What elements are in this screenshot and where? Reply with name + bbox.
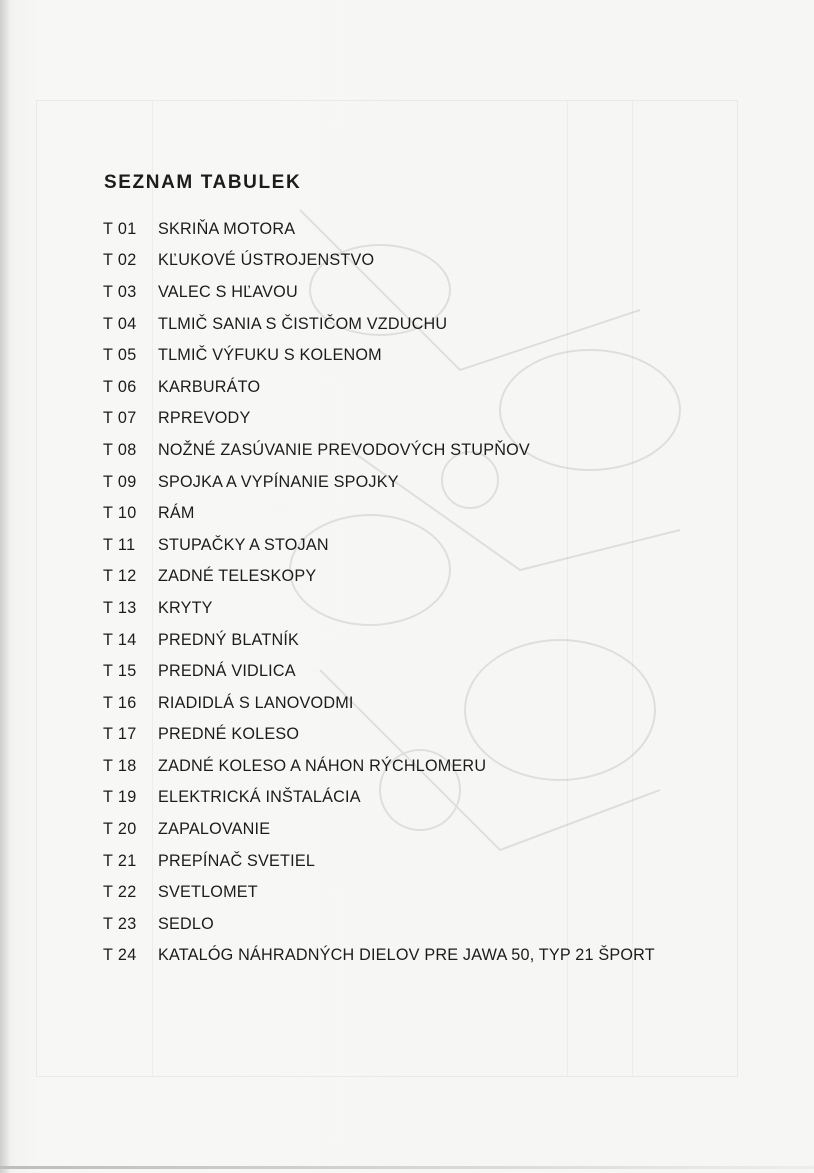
table-code: T 08 [103,440,137,459]
scan-edge [0,1166,814,1169]
list-item [103,592,743,624]
list-item [103,371,743,403]
table-code: T 23 [103,914,137,933]
table-title: SEDLO [158,914,214,933]
table-title: SVETLOMET [158,883,258,902]
list-item [103,308,743,340]
table-code: T 14 [103,630,137,649]
table-title: RPREVODY [158,409,251,428]
list-item [103,655,743,687]
list-item [103,497,743,529]
list-item [103,561,743,593]
list-item [103,782,743,814]
list-item [103,687,743,719]
list-item [103,845,743,877]
list-item [103,466,743,498]
table-code: T 18 [103,756,137,775]
table-title: SPOJKA A VYPÍNANIE SPOJKY [158,472,399,491]
table-code: T 07 [103,409,137,428]
list-item [103,276,743,308]
table-code: T 11 [103,535,136,554]
table-code: T 05 [103,346,137,365]
list-item [103,908,743,940]
table-title: KĽUKOVÉ ÚSTROJENSTVO [158,251,375,270]
list-item [103,213,743,245]
list-item [103,876,743,908]
list-item [103,434,743,466]
list-item [103,940,743,972]
list-item [103,403,743,435]
table-code: T 17 [103,725,137,744]
table-code: T 13 [103,598,137,617]
table-title: NOŽNÉ ZASÚVANIE PREVODOVÝCH STUPŇOV [158,440,530,459]
table-code: T 09 [103,472,137,491]
table-code: T 24 [103,946,137,965]
table-title: PREDNÁ VIDLICA [158,662,296,681]
table-title: KARBURÁTO [158,377,261,396]
table-code: T 10 [103,504,137,523]
table-title: KRYTY [158,598,213,617]
table-code: T 12 [103,567,137,586]
table-title: ZADNÉ KOLESO A NÁHON RÝCHLOMERU [158,756,487,775]
table-title: KATALÓG NÁHRADNÝCH DIELOV PRE JAWA 50, TYP 21 ŠPORT [158,946,655,965]
table-title: PREPÍNAČ SVETIEL [158,851,316,870]
list-item [103,750,743,782]
table-code: T 03 [103,282,137,301]
table-code: T 15 [103,662,137,681]
list-item [103,624,743,656]
table-title: TLMIČ VÝFUKU S KOLENOM [158,346,382,365]
list-item [103,719,743,751]
list-item [103,813,743,845]
table-code: T 22 [103,883,137,902]
page-title: SEZNAM TABULEK [104,172,302,193]
table-title: ELEKTRICKÁ INŠTALÁCIA [158,788,361,807]
table-title: ZAPALOVANIE [158,820,271,839]
table-code: T 06 [103,377,137,396]
table-code: T 19 [103,788,137,807]
table-title: ZADNÉ TELESKOPY [158,567,317,586]
list-item [103,245,743,277]
table-code: T 02 [103,251,137,270]
table-code: T 20 [103,820,137,839]
table-title: STUPAČKY A STOJAN [158,535,329,554]
table-title: VALEC S HĽAVOU [158,282,298,301]
table-code: T 04 [103,314,137,333]
table-title: PREDNÝ BLATNÍK [158,630,300,649]
table-title: RÁM [158,504,195,523]
table-code: T 16 [103,693,137,712]
table-title: TLMIČ SANIA S ČISTIČOM VZDUCHU [158,314,448,333]
table-code: T 01 [103,219,137,238]
table-list [103,213,743,971]
list-item [103,339,743,371]
table-title: PREDNÉ KOLESO [158,725,300,744]
binding-shadow [0,0,10,1173]
list-item [103,529,743,561]
table-code: T 21 [103,851,137,870]
table-title: SKRIŇA MOTORA [158,219,296,238]
table-title: RIADIDLÁ S LANOVODMI [158,693,354,712]
